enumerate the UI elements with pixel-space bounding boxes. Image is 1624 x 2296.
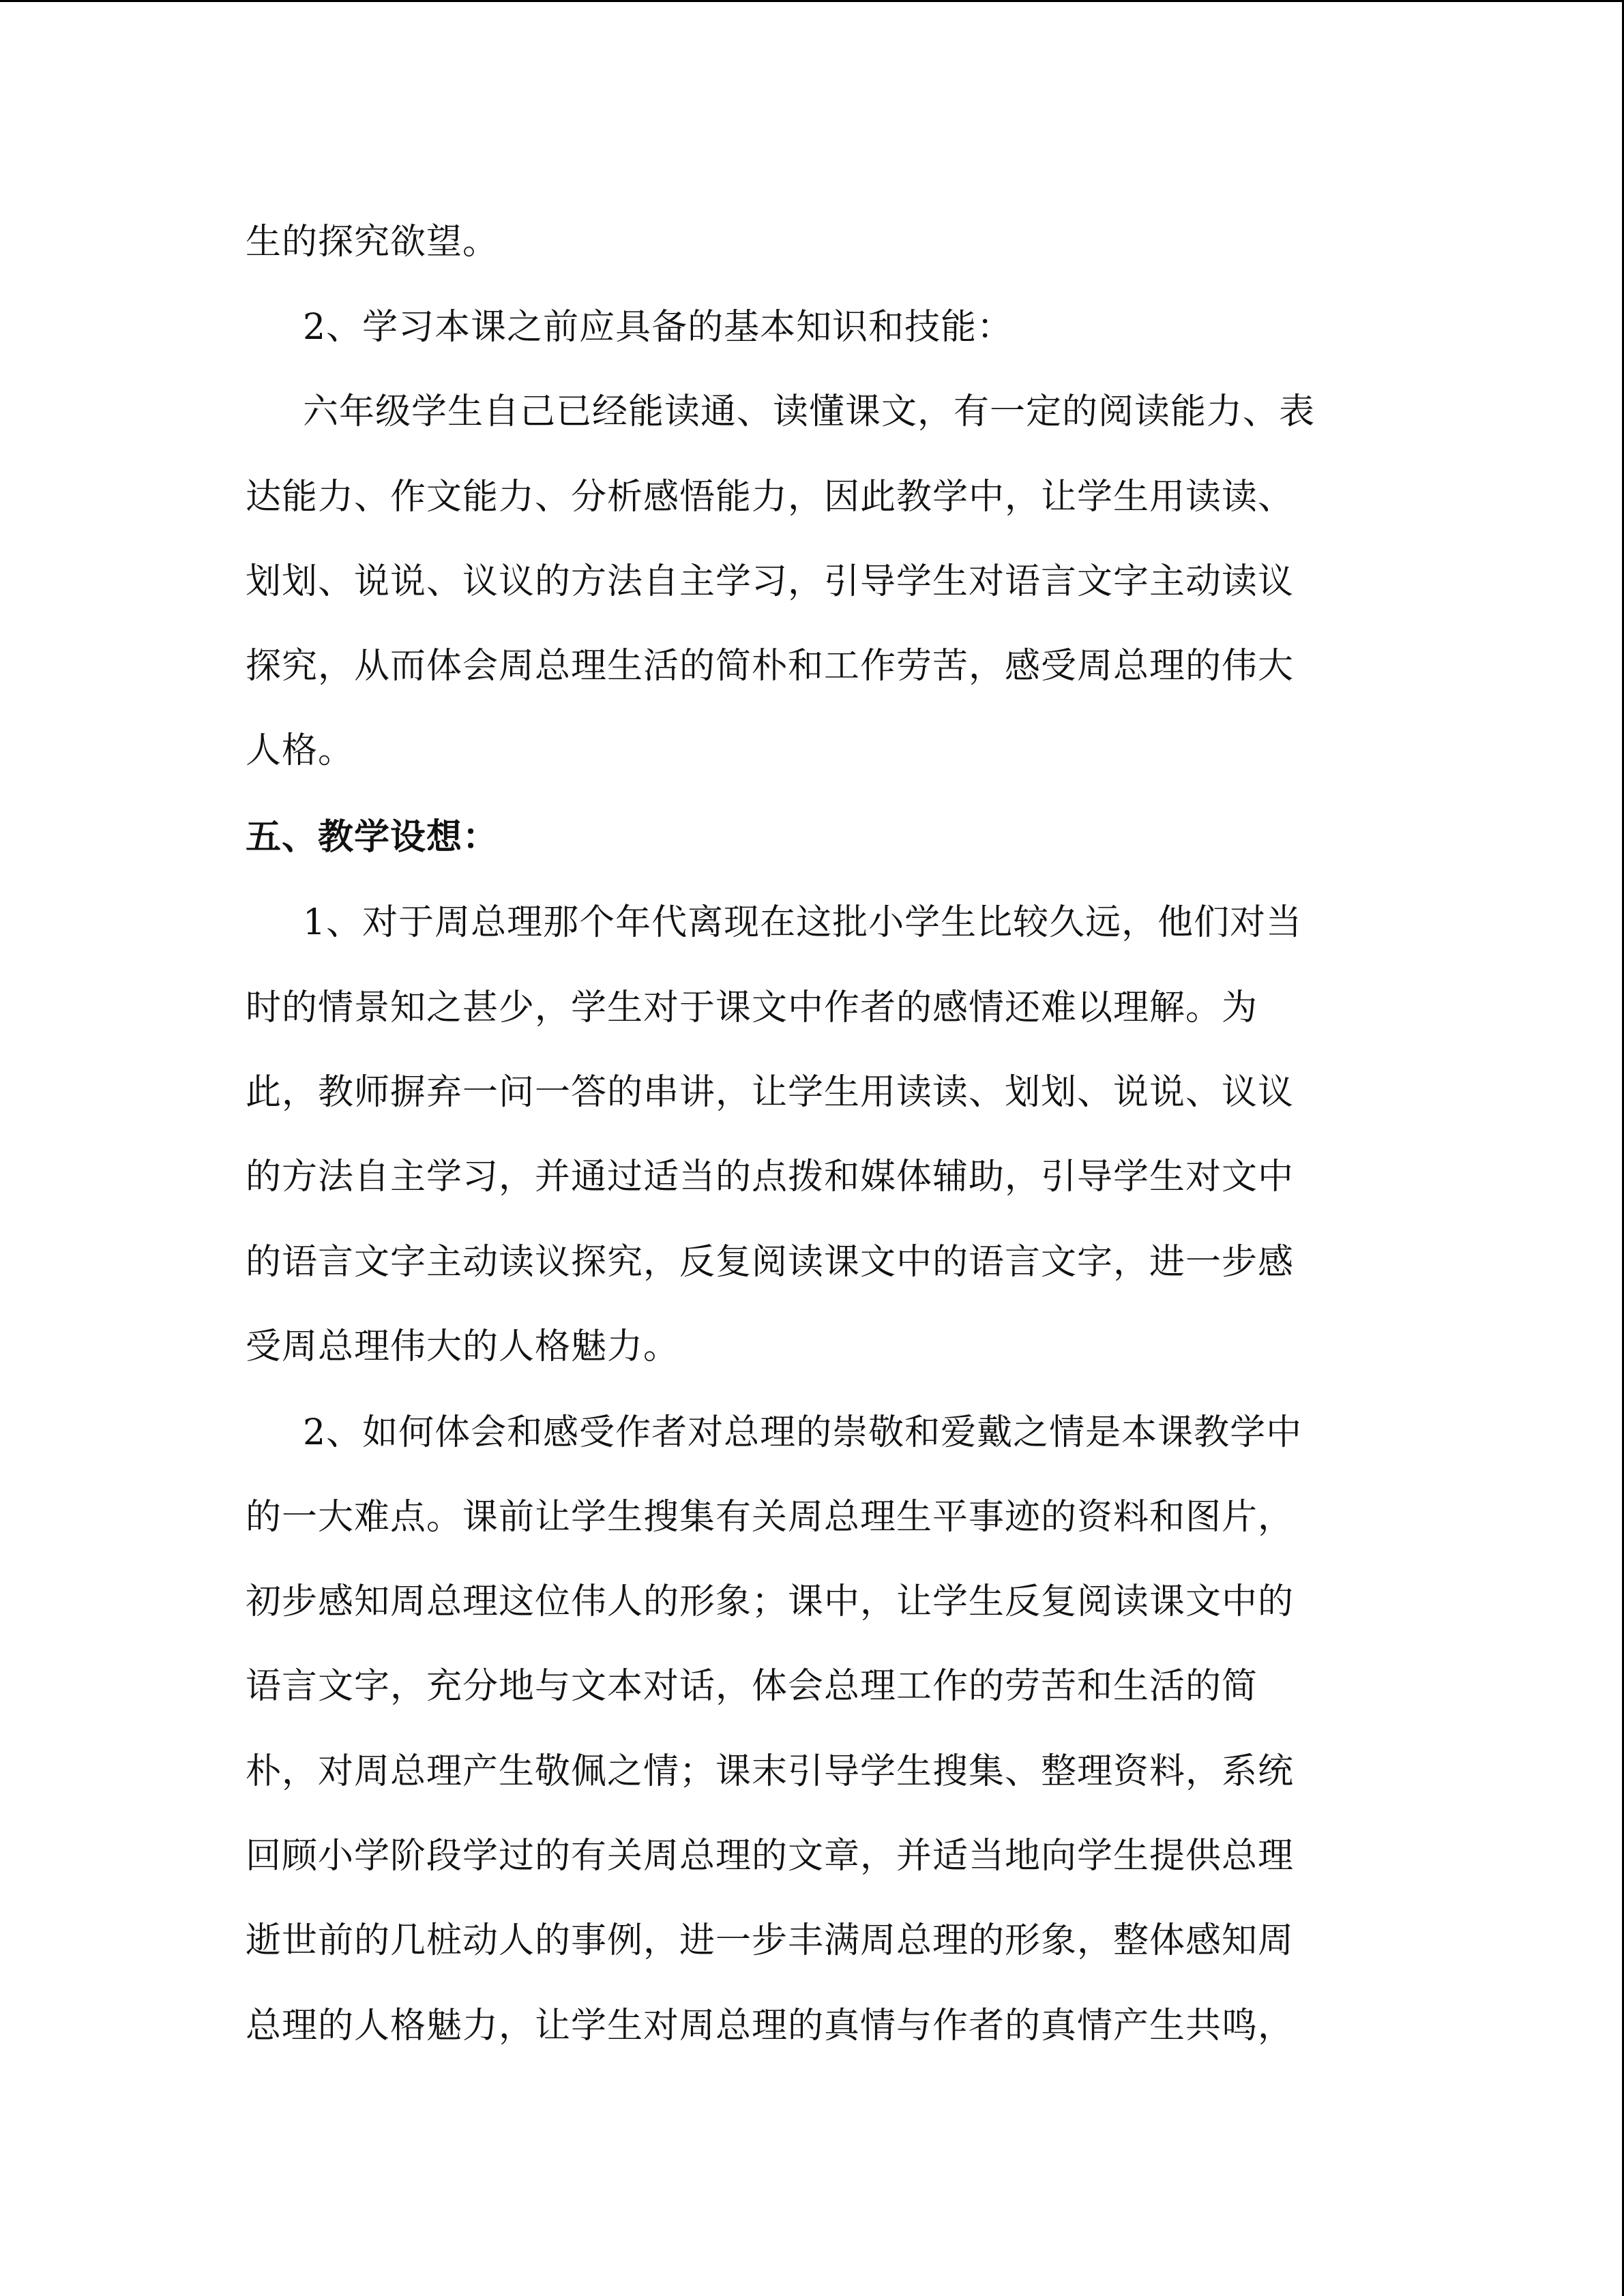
text-line: 2、如何体会和感受作者对总理的崇敬和爱戴之情是本课教学中 [303, 1412, 1303, 1453]
text-line: 2、学习本课之前应具备的基本知识和技能： [303, 307, 1014, 348]
text-line: 六年级学生自己已经能读通、读懂课文，有一定的阅读能力、表 [303, 391, 1316, 432]
text-line: 回顾小学阶段学过的有关周总理的文章，并适当地向学生提供总理 [246, 1836, 1295, 1877]
text-line: 初步感知周总理这位伟人的形象；课中，让学生反复阅读课文中的 [246, 1581, 1295, 1622]
text-line: 生的探究欲望。 [246, 222, 499, 263]
text-line: 的语言文字主动读议探究，反复阅读课文中的语言文字，进一步感 [246, 1242, 1295, 1283]
text-line: 达能力、作文能力、分析感悟能力，因此教学中，让学生用读读、 [246, 477, 1295, 518]
text-line: 此，教师摒弃一问一答的串讲，让学生用读读、划划、说说、议议 [246, 1072, 1295, 1113]
text-line: 的方法自主学习，并通过适当的点拨和媒体辅助，引导学生对文中 [246, 1157, 1295, 1197]
text-line: 朴，对周总理产生敬佩之情；课末引导学生搜集、整理资料，系统 [246, 1751, 1295, 1792]
text-line: 受周总理伟大的人格魅力。 [246, 1326, 680, 1367]
text-line: 人格。 [246, 730, 355, 771]
text-line: 语言文字，充分地与文本对话，体会总理工作的劳苦和生活的简 [246, 1666, 1258, 1707]
text-line: 探究，从而体会周总理生活的简朴和工作劳苦，感受周总理的伟大 [246, 646, 1295, 687]
text-line: 的一大难点。课前让学生搜集有关周总理生平事迹的资料和图片， [246, 1497, 1295, 1538]
text-line: 逝世前的几桩动人的事例，进一步丰满周总理的形象，整体感知周 [246, 1920, 1295, 1961]
text-line: 时的情景知之甚少，学生对于课文中作者的感情还难以理解。为 [246, 987, 1258, 1028]
section-heading: 五、教学设想： [246, 816, 499, 858]
text-line: 总理的人格魅力，让学生对周总理的真情与作者的真情产生共鸣， [246, 2006, 1295, 2046]
text-line: 1、对于周总理那个年代离现在这批小学生比较久远，他们对当 [303, 902, 1303, 943]
text-line: 划划、说说、议议的方法自主学习，引导学生对语言文字主动读议 [246, 561, 1295, 602]
